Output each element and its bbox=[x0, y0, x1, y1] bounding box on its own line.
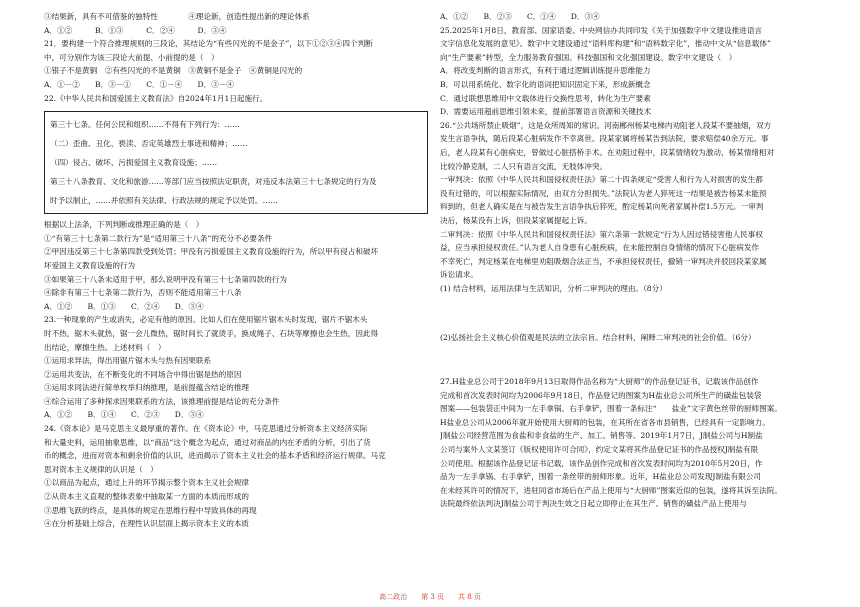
text-line: ①“有第三十七条第二款行为”是“适用第三十八条”的充分不必要条件 bbox=[44, 233, 273, 243]
text-line: A．将改变判断的语言形式，有利于通过逻辑训练提升思维能力 bbox=[440, 66, 651, 76]
text-line: ④综合运用了多种探求因果联系的方法，该推理前提是结论的充分条件 bbox=[44, 396, 280, 406]
text-line: 公司与案外人文某签订《版权使用许可合同》，约定文某将其作品登记证书的作品授权J制盐有限 bbox=[440, 445, 759, 455]
law-line: 第三十八条教育、文化和旅游……等部门应当按照法定职责，对违反本法第三十七条规定的行为及 bbox=[50, 177, 377, 187]
text-line: 比较冷静克制，二人只有语言交流，无肢体冲突。 bbox=[440, 161, 608, 171]
page-footer: 高二政治 第 3 页 共 8 页 bbox=[379, 593, 481, 601]
text-line: 品为一左手拿锅、右手拿铲，围着一条丝带的厨师形象。近年，H盐业总公司发现J制盐有限公司 bbox=[440, 472, 762, 482]
text-line: ③结果新，具有不可借鉴的独特性 ④理论新，创造性提出新的理论体系 bbox=[44, 12, 310, 21]
text-line: ②运用共变法，在不断变化的不同场合中得出锯是热的原因 bbox=[44, 369, 242, 379]
q24-25-block bbox=[440, 10, 830, 119]
text-line: ③如果第三十八条未适用于甲，那么说明甲没有第三十七条第四款的行为 bbox=[44, 274, 287, 284]
text-line: 22.《中华人民共和国爱国主义教育法》自2024年1月1日起施行。 bbox=[44, 93, 268, 103]
q22-block bbox=[44, 218, 428, 313]
q26-block bbox=[440, 119, 830, 296]
text-line: 坏爱国主义教育设施的行为 bbox=[44, 260, 136, 270]
text-line: 公司使用。根据该作品登记证书记载，该作品创作完成和首次发表时间均为2010年5月20日，作 bbox=[440, 458, 763, 468]
text-line: 在未经其许可的情况下，进驻同省市场后在产品上使用与“大厨师”图案近似的包装，遂将其诉至法院。 bbox=[440, 485, 782, 495]
law-line: 时予以制止，……并依照有关法律、行政法规的规定予以处罚。…… bbox=[50, 196, 278, 206]
left-column bbox=[44, 10, 428, 531]
text-line: 决后，杨某没有上诉，但段某家属提起上诉。 bbox=[440, 215, 592, 225]
text-line: 没有过错的，可以根据实际情况，由双方分担损失。”法院认为老人猝死这一结果是被告杨某未能预 bbox=[440, 188, 767, 198]
text-line: ④在分析基础上综合，在理性认识层面上揭示资本主义的本质 bbox=[44, 519, 250, 529]
text-line: 料到的，但老人确实是在与被告发生言语争执后猝死，酌定杨某向死者家属补偿1.5万元。一审判 bbox=[440, 202, 764, 212]
text-line: 发生言语争执，随后段某心脏病发作不幸离世。段某家属将杨某告到法院，要求赔偿40余万元。事 bbox=[440, 134, 769, 144]
question-26-part-1: (1) 结合材料，运用法律与生活知识，分析二审判决的理由。（8分） bbox=[440, 283, 667, 293]
text-line: ①运用求异法，得出用锯片锯木头与热有因果联系 bbox=[44, 356, 212, 366]
q24-block bbox=[44, 422, 428, 531]
text-line: 思对资本主义规律的认识是（ ） bbox=[44, 464, 158, 474]
text-line: ④除非有第三十七条第二款行为，否则不能适用第三十八条 bbox=[44, 288, 242, 298]
text-line: A．①② B．①④ C．②③ D．③④ bbox=[44, 410, 204, 420]
right-column bbox=[440, 10, 830, 511]
text-line: 根据以上法条，下列判断或推理正确的是（ ） bbox=[44, 220, 204, 230]
text-line: 益，应当承担侵权责任。”认为老人自身患有心脏疾病，在未能控制自身情绪的情况下心脏病发作 bbox=[440, 243, 760, 253]
text-line: 24.《资本论》是马克思主义最厚重的著作。在《资本论》中，马克思通过分析资本主义经济实际 bbox=[44, 424, 368, 434]
question-26-part-2: (2)弘扬社会主义核心价值观是民法的立法宗旨。结合材料，阐释二审判决的社会价值。（6分） bbox=[440, 333, 756, 343]
q20-21-block bbox=[44, 10, 428, 105]
answer-space bbox=[440, 295, 830, 331]
text-line: 中，可分别作为该三段论大前提、小前提的是（ ） bbox=[44, 52, 219, 62]
text-line: 图案——包装袋正中间为一左手拿锅、右手拿铲，围着一条标注“ 盐业”文字黄色丝带的厨师图案。 bbox=[440, 404, 782, 414]
text-line: 23.一种现象的产生或消失，必定有他的原因。比如人们在使用锯片锯木头时发现，锯片不锯木头 bbox=[44, 315, 368, 325]
text-line: B．可以用系统化、数字化的语词把知识固定下来，形成新概念 bbox=[440, 79, 651, 89]
text-line: H盐业总公司从2006年就开始使用大厨师的包装，在其所在省各市县销售，已经具有一定影响力。 bbox=[440, 417, 770, 427]
text-line: 一审判决：依照《中华人民共和国侵权责任法》第二十四条规定“受害人和行为人对损害的发生都 bbox=[440, 175, 763, 185]
text-line: J制盐公司经营范围为食盐和非食盐的生产、加工、销售等。2019年1月7日，J制盐公司与H制盐 bbox=[440, 431, 763, 441]
text-line: 27.H盐业总公司于2018年9月13日取得作品名称为“大厨师”的作品登记证书，记载该作品创作 bbox=[440, 377, 759, 387]
text-line: ②从资本主义直观的整体表象中抽取某一方面的本质而形成的 bbox=[44, 492, 250, 502]
q23-block bbox=[44, 313, 428, 422]
law-line: （二）歪曲、丑化、亵渎、否定英雄烈士事迹和精神；…… bbox=[50, 139, 248, 149]
text-line: A．①② B．②③ C．①④ D．③④ bbox=[440, 12, 600, 21]
text-line: 完成和首次发表时间均为2006年9月18日，作品登记的图案为H盐业总公司所生产的磺盐包装袋 bbox=[440, 390, 762, 400]
text-line: ③运用求同法进行简单枚举归纳推理，是前提蕴含结论的推理 bbox=[44, 383, 250, 393]
text-line: 时不热，锯木头就热，锯一会儿微热，锯时间长了就烫手，换成绳子、石块等摩擦也会生热，因此得 bbox=[44, 328, 379, 338]
text-line: 出结论，摩擦生热。上述材料（ ） bbox=[44, 342, 166, 352]
text-line: ①银子不是黄铜 ②有些闪光的不是黄铜 ③黄铜不是金子 ④黄铜是闪光的 bbox=[44, 66, 303, 76]
answer-space bbox=[440, 345, 830, 375]
text-line: 不幸死亡，判定杨某在电梯里劝阻吸烟合法正当，不承担侵权责任，撤销一审判决并驳回段某家属 bbox=[440, 256, 767, 266]
text-line: A．①② B．①③ C．②④ D．③④ bbox=[44, 25, 227, 35]
law-excerpt-box bbox=[44, 111, 428, 214]
text-line: ①以商品为起点，通过上升的环节揭示整个资本主义社会规律 bbox=[44, 478, 250, 488]
text-line: 26.“公共场所禁止吸烟”，这是众所周知的常识。河南郴州杨某电梯内劝阻老人段某不要抽烟，双方 bbox=[440, 120, 772, 130]
text-line: A．①② B．①③ C．②④ D．③④ bbox=[44, 301, 204, 311]
text-line: A．①－② B．③－① C．①－④ D．③－④ bbox=[44, 79, 235, 89]
text-line: 文字信息化发展的意见》。数字中文建设通过“语料库构建”和“语料数字化”，推动中文从“信息载体” bbox=[440, 39, 771, 49]
text-line: ③思维飞跃的终点，是具体的规定在思维行程中导致具体的再现 bbox=[44, 505, 257, 515]
text-line: C．通过联想思维用中文载体进行交换性思考，转化为生产要素 bbox=[440, 93, 651, 103]
text-line: 币的概念，进而对资本和剩余价值的认识，进而揭示了资本主义社会的基本矛盾和经济运行规律。马克 bbox=[44, 451, 386, 461]
law-line: （四）侵占、破坏、污损爱国主义教育设施；…… bbox=[50, 158, 218, 168]
text-line: 25.2025年1月8日，教育部、国家语委、中央网信办共同印发《关于加强数字中文建设推进语言 bbox=[440, 25, 763, 35]
q27-block bbox=[440, 375, 830, 511]
law-line: 第三十七条。任何公民和组织……不得有下列行为：…… bbox=[50, 120, 240, 130]
text-line: 21．要构建一个符合推理规则的三段论，其结论为“有些闪光的不是金子”，以下①②③④四个判断 bbox=[44, 39, 373, 49]
text-line: 和大量史料，运用抽象思维，以“商品”这个概念为起点，通过对商品的内在矛盾的分析，引出了货 bbox=[44, 437, 371, 447]
text-line: 法院最终依法判决J制盐公司于判决生效之日起立即停止在其生产、销售的磺盐产品上使用与 bbox=[440, 499, 747, 509]
text-line: D．需要运用超前思维引领未来，提前部署语言资源和关键技术 bbox=[440, 107, 652, 117]
text-line: ②甲因违反第三十七条第四款受到处罚；甲没有污损爱国主义教育设施的行为，所以甲有侵占和破坏 bbox=[44, 247, 379, 257]
text-line: 诉讼请求。 bbox=[440, 270, 478, 280]
text-line: 向“生产要素”转型，全力服务教育强国、科技强国和文化强国建设。数字中文建设（ ） bbox=[440, 52, 737, 62]
text-line: 后，老人段某有心脏病史，曾做过心脏搭桥手术。在劝阻过程中，段某情绪较为激动，杨某情绪相对 bbox=[440, 147, 775, 157]
text-line: 二审判决：依照《中华人民共和国侵权责任法》第六条第一款规定“行为人因过错侵害他人民事权 bbox=[440, 229, 763, 239]
